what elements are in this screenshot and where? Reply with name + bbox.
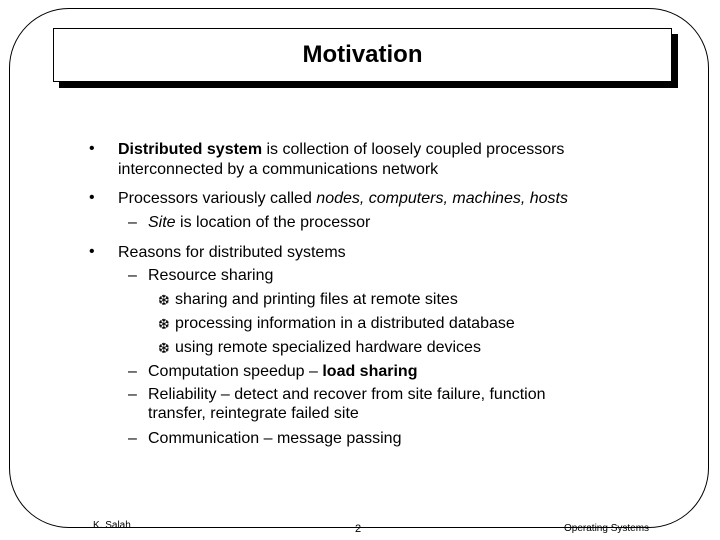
bullet-3-line-1: Reasons for distributed systems	[118, 244, 346, 261]
footer-course: Operating Systems	[564, 523, 650, 534]
dash-marker: –	[128, 214, 137, 231]
sub-communication: Communication – message passing	[148, 430, 402, 447]
bullet-2-pre: Processors variously called	[118, 190, 317, 207]
sub-computation-speedup	[148, 362, 417, 382]
title-box	[53, 28, 672, 82]
sub-item-3: using remote specialized hardware devices	[175, 339, 481, 356]
slide-title: Motivation	[302, 41, 423, 68]
bullet-1-bold: Distributed system	[118, 141, 263, 158]
bullet-1-line-1	[118, 140, 564, 160]
bullet-dot: •	[89, 189, 95, 206]
sub-item-2: processing information in a distributed database	[175, 315, 515, 332]
bullet-dot: •	[89, 243, 95, 260]
snowflake-icon: ❆	[158, 316, 170, 332]
footer-page-number: 2	[355, 523, 362, 535]
sub-resource-sharing: Resource sharing	[148, 267, 274, 284]
sub-speedup-bold: load sharing	[322, 363, 418, 380]
bullet-1-rest: is collection of loosely coupled processors	[262, 141, 565, 158]
sub-reliability-line-1: Reliability – detect and recover from site failure, function	[148, 386, 546, 403]
sub-reliability-line-2: transfer, reintegrate failed site	[148, 405, 359, 422]
bullet-dot: •	[89, 140, 95, 157]
snowflake-icon: ❆	[158, 292, 170, 308]
bullet-2-italic: nodes, computers, machines, hosts	[316, 190, 568, 207]
bullet-1-line-2: interconnected by a communications network	[118, 161, 439, 178]
dash-marker: –	[128, 267, 137, 284]
bullet-2-sub	[148, 213, 370, 233]
dash-marker: –	[128, 386, 137, 403]
footer-author: K. Salah	[93, 520, 131, 531]
sub-item-1: sharing and printing files at remote sites	[175, 291, 458, 308]
bullet-2-line-1	[118, 189, 568, 209]
dash-marker: –	[128, 430, 137, 447]
dash-marker: –	[128, 363, 137, 380]
bullet-2-sub-italic: Site	[148, 214, 176, 231]
sub-speedup-pre: Computation speedup –	[148, 363, 323, 380]
snowflake-icon: ❆	[158, 340, 170, 356]
bullet-2-sub-rest: is location of the processor	[175, 214, 371, 231]
